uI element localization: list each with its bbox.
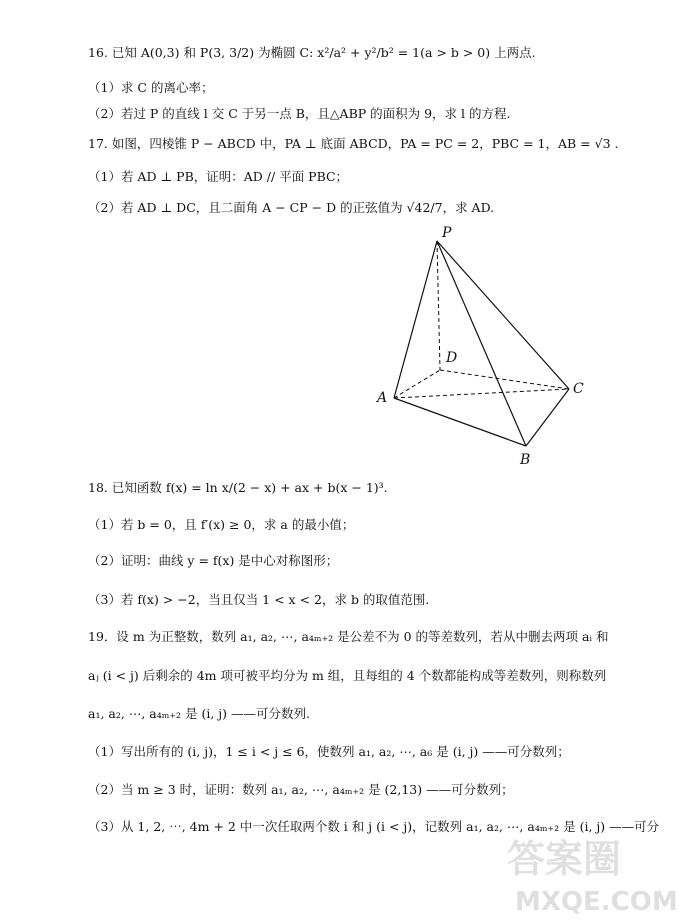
- problem-19-stem-line-3: a₁, a₂, ⋯, a₄ₘ₊₂ 是 (i, j) ——可分数列.: [88, 706, 310, 721]
- label-C: C: [573, 381, 584, 397]
- label-D: D: [446, 350, 458, 366]
- edge-DC: [440, 370, 569, 389]
- watermark-logo: [455, 830, 683, 916]
- problem-16-stem: 16. 已知 A(0,3) 和 P(3, 3/2) 为椭圆 C: x²/a² + y²/b² = 1(a > b > 0) 上两点.: [88, 45, 536, 60]
- problem-19-part-2: （2）当 m ≥ 3 时，证明：数列 a₁, a₂, ⋯, a₄ₘ₊₂ 是 (2,13) ——可分数列；: [88, 782, 514, 797]
- edge-BC: [526, 389, 569, 446]
- problem-18-stem: 18. 已知函数 f(x) = ln x/(2 − x) + ax + b(x − 1)³.: [88, 480, 388, 495]
- problem-17-part-1: （1）若 AD ⊥ PB，证明：AD // 平面 PBC；: [88, 169, 349, 184]
- label-P: P: [442, 225, 452, 241]
- watermark-main-text: 答案圈: [507, 837, 622, 881]
- problem-17-stem: 17. 如图，四棱锥 P − ABCD 中，PA ⊥ 底面 ABCD，PA = PC = 2，PBC = 1，AB = √3 .: [88, 136, 619, 151]
- label-B: B: [520, 452, 531, 468]
- edge-PB: [437, 241, 526, 446]
- problem-18-part-1: （1）若 b = 0，且 f′(x) ≥ 0，求 a 的最小值；: [88, 517, 355, 532]
- edge-PA: [394, 241, 437, 398]
- problem-19-part-3: （3）从 1, 2, ⋯, 4m + 2 中一次任取两个数 i 和 j (i < j)，记数列 a₁, a₂, ⋯, a₄ₘ₊₂ 是 (i, j) ——可分: [88, 819, 660, 834]
- problem-19-part-1: （1）写出所有的 (i, j)，1 ≤ i < j ≤ 6，使数列 a₁, a₂, ⋯, a₆ 是 (i, j) ——可分数列；: [88, 744, 570, 759]
- problem-16-part-2: （2）若过 P 的直线 l 交 C 于另一点 B，且△ABP 的面积为 9，求 l 的方程.: [88, 106, 511, 121]
- problem-17-part-2: （2）若 AD ⊥ DC，且二面角 A − CP − D 的正弦值为 √42/7，求 AD.: [88, 200, 495, 215]
- problem-18-part-3: （3）若 f(x) > −2，当且仅当 1 < x < 2，求 b 的取值范围.: [88, 592, 430, 607]
- edge-PD: [437, 241, 440, 370]
- edge-PC: [437, 241, 569, 389]
- problem-19-stem-line-1: 19．设 m 为正整数，数列 a₁, a₂, ⋯, a₄ₘ₊₂ 是公差不为 0 的等差数列，若从中删去两项 aᵢ 和: [88, 629, 609, 644]
- problem-16-part-1: （1）求 C 的离心率；: [88, 80, 214, 95]
- edge-AC: [394, 389, 569, 398]
- problem-18-part-2: （2）证明：曲线 y = f(x) 是中心对称图形；: [88, 553, 339, 568]
- problem-19-stem-line-2: aⱼ (i < j) 后剩余的 4m 项可被平均分为 m 组，且每组的 4 个数都能构成等差数列，则称数列: [88, 668, 607, 683]
- edge-AB: [394, 398, 526, 446]
- watermark-sub-text: MXQE.COM: [515, 887, 678, 916]
- label-A: A: [377, 390, 388, 406]
